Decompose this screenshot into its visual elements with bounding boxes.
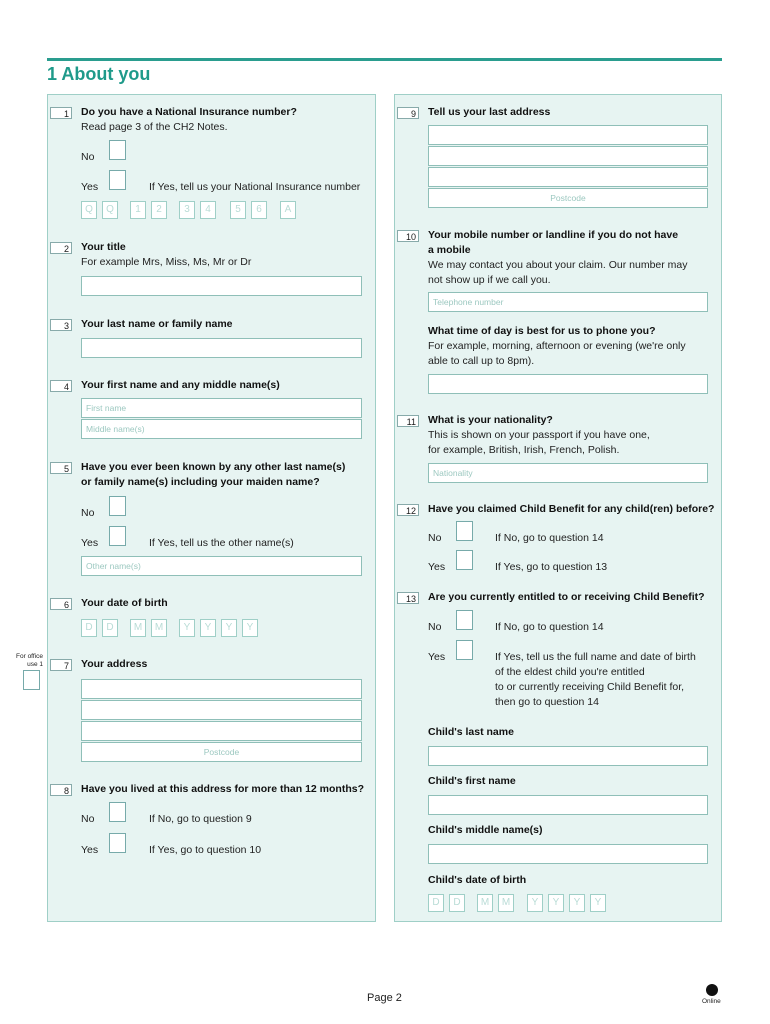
question-title: What is your nationality? [428,414,553,426]
question-title: Are you currently entitled to or receiving Child Benefit? [428,591,705,603]
ni-cell[interactable]: 6 [251,201,267,219]
if-yes-instruction: If Yes, go to question 13 [495,561,608,573]
no-label: No [81,151,95,163]
question-title: Do you have a National Insurance number? [81,106,297,118]
question-hint: This is shown on your passport if you have one, [428,429,650,441]
child-dob-cell[interactable]: M [477,894,493,912]
no-label: No [81,813,95,825]
dob-cell[interactable]: D [102,619,118,637]
question-title: Your address [81,658,148,670]
question-hint: We may contact you about your claim. Our number may [428,259,688,271]
yes-label: Yes [81,181,99,193]
placeholder: Telephone number [433,297,504,307]
question-hint: for example, British, Irish, French, Polish. [428,444,620,456]
section-title: 1 About you [47,64,151,84]
question-number: 9 [397,107,419,119]
question-title: a mobile [428,244,471,256]
no-label: No [428,621,442,633]
placeholder: First name [86,403,127,413]
other-names-no-checkbox[interactable] [109,496,126,516]
ni-cell[interactable]: Q [102,201,118,219]
address-line-input[interactable] [81,700,362,720]
if-yes-instruction: to or currently receiving Child Benefit for, [495,681,685,693]
question-title: Your title [81,241,126,253]
entitled-yes-checkbox[interactable] [456,640,473,660]
dob-cell[interactable]: Y [221,619,237,637]
child-dob-cell[interactable]: D [428,894,444,912]
question-number: 8 [50,784,72,796]
placeholder: Other name(s) [86,561,141,571]
placeholder: Postcode [203,747,240,757]
child-middle-name-input[interactable] [428,844,708,864]
yes-label: Yes [81,537,99,549]
last-postcode-input[interactable] [428,188,708,208]
question-hint: not show up if we call you. [428,274,551,286]
yes-label: Yes [428,651,446,663]
question-title: Tell us your last address [428,106,551,118]
child-first-name-input[interactable] [428,795,708,815]
child-dob-cell[interactable]: Y [527,894,543,912]
if-yes-instruction: of the eldest child you're entitled [495,666,645,678]
claimed-before-yes-checkbox[interactable] [456,550,473,570]
question-title: Have you lived at this address for more than 12 months? [81,783,364,795]
if-yes-instruction: then go to question 14 [495,696,599,708]
if-yes-instruction: If Yes, tell us the other name(s) [149,537,294,549]
dob-cell[interactable]: D [81,619,97,637]
nationality-input[interactable] [428,463,708,483]
child-dob-label: Child's date of birth [428,874,527,886]
last-address-line-input[interactable] [428,167,708,187]
question-hint: For example, morning, afternoon or evening (we're only [428,340,686,352]
child-first-name-label: Child's first name [428,775,516,787]
office-use-line: use 1 [27,661,43,668]
dob-cell[interactable]: Y [179,619,195,637]
ni-no-checkbox[interactable] [109,140,126,160]
top-rule [47,58,722,61]
child-last-name-input[interactable] [428,746,708,766]
page-number: Page 2 [367,992,402,1004]
address-line-input[interactable] [81,721,362,741]
question-title: What time of day is best for us to phone you? [428,325,656,337]
placeholder: Postcode [550,193,586,203]
if-yes-instruction: If Yes, tell us your National Insurance number [149,181,361,193]
question-number: 3 [50,319,72,331]
question-title: Your last name or family name [81,318,233,330]
ni-yes-checkbox[interactable] [109,170,126,190]
first-name-input[interactable] [81,398,362,418]
if-no-instruction: If No, go to question 14 [495,621,604,633]
question-number: 10 [397,230,419,242]
online-icon [706,984,718,996]
question-number: 1 [50,107,72,119]
dob-cell[interactable]: M [151,619,167,637]
phone-input[interactable] [428,292,708,312]
question-title: Your first name and any middle name(s) [81,379,280,391]
last-name-input[interactable] [81,338,362,358]
entitled-no-checkbox[interactable] [456,610,473,630]
ni-cell[interactable]: A [280,201,296,219]
phone-time-input[interactable] [428,374,708,394]
if-yes-instruction: If Yes, tell us the full name and date of birth [495,651,696,663]
title-input[interactable] [81,276,362,296]
ni-cell[interactable]: 5 [230,201,246,219]
question-title: Have you claimed Child Benefit for any child(ren) before? [428,503,715,515]
child-dob-cell[interactable]: Y [590,894,606,912]
other-names-input[interactable] [81,556,362,576]
child-dob-cell[interactable]: Y [569,894,585,912]
postcode-input[interactable] [81,742,362,762]
question-hint: Read page 3 of the CH2 Notes. [81,121,228,133]
other-names-yes-checkbox[interactable] [109,526,126,546]
no-label: No [428,532,442,544]
question-title: or family name(s) including your maiden name? [81,476,320,488]
online-label: Online [702,998,721,1005]
if-no-instruction: If No, go to question 9 [149,813,252,825]
question-number: 4 [50,380,72,392]
placeholder: Nationality [433,468,473,478]
yes-label: Yes [81,844,99,856]
no-label: No [81,507,95,519]
office-use-line: For office [16,653,43,660]
yes-label: Yes [428,561,446,573]
question-number: 6 [50,598,72,610]
if-yes-instruction: If Yes, go to question 10 [149,844,262,856]
question-number: 12 [397,504,419,516]
address-line-input[interactable] [81,679,362,699]
last-address-line-input[interactable] [428,125,708,145]
dob-cell[interactable]: M [130,619,146,637]
question-number: 5 [50,462,72,474]
child-last-name-label: Child's last name [428,726,514,738]
question-number: 11 [397,415,419,427]
middle-name-input[interactable] [81,419,362,439]
question-number: 7 [50,659,72,671]
ni-cell[interactable]: Q [81,201,97,219]
dob-cell[interactable]: Y [242,619,258,637]
dob-cell[interactable]: Y [200,619,216,637]
ni-cell[interactable]: 3 [179,201,195,219]
child-dob-cell[interactable]: D [449,894,465,912]
address-12m-yes-checkbox[interactable] [109,833,126,853]
question-title: Your mobile number or landline if you do not have [428,229,679,241]
question-hint: For example Mrs, Miss, Ms, Mr or Dr [81,256,252,268]
placeholder: Middle name(s) [86,424,145,434]
child-dob-cell[interactable]: M [498,894,514,912]
child-dob-cell[interactable]: Y [548,894,564,912]
ni-cell[interactable]: 1 [130,201,146,219]
question-number: 13 [397,592,419,604]
question-hint: able to call up to 8pm). [428,355,535,367]
if-no-instruction: If No, go to question 14 [495,532,604,544]
child-middle-name-label: Child's middle name(s) [428,824,543,836]
office-use-box[interactable] [23,670,40,690]
question-title: Have you ever been known by any other last name(s) [81,461,346,473]
ni-cell[interactable]: 4 [200,201,216,219]
office-use-label [8,653,43,669]
last-address-line-input[interactable] [428,146,708,166]
claimed-before-no-checkbox[interactable] [456,521,473,541]
question-title: Your date of birth [81,597,168,609]
ni-cell[interactable]: 2 [151,201,167,219]
question-number: 2 [50,242,72,254]
address-12m-no-checkbox[interactable] [109,802,126,822]
